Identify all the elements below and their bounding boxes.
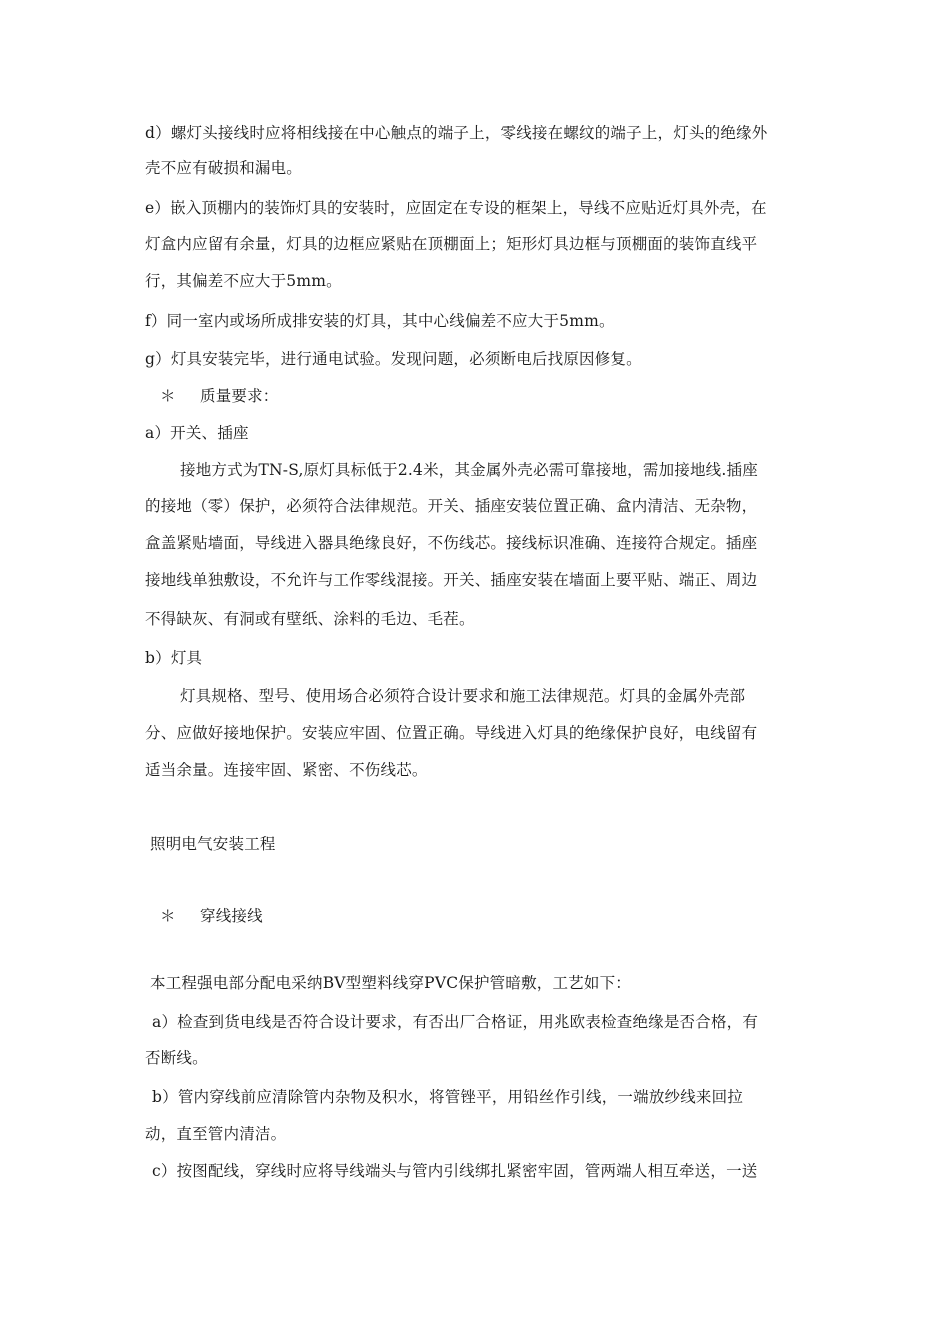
- section-title: 质量要求：: [200, 387, 279, 405]
- section-heading: 照明电气安装工程: [150, 835, 276, 853]
- paragraph-line: 盒盖紧贴墙面，导线进入器具绝缘良好，不伤线芯。接线标识准确、连接符合规定。插座: [145, 534, 758, 552]
- paragraph-line: 分、应做好接地保护。安装应牢固、位置正确。导线进入灯具的绝缘保护良好，电线留有: [145, 724, 758, 742]
- text-line: 壳不应有破损和漏电。: [145, 159, 303, 177]
- text-line: 灯盒内应留有余量，灯具的边框应紧贴在顶棚面上；矩形灯具边框与顶棚面的装饰直线平: [145, 235, 758, 253]
- text-line: 行，其偏差不应大于5mm。: [145, 272, 342, 290]
- text-line: a）检查到货电线是否符合设计要求，有否出厂合格证，用兆欧表检查绝缘是否合格，有: [152, 1013, 759, 1031]
- paragraph-line: 接地线单独敷设，不允许与工作零线混接。开关、插座安装在墙面上要平贴、端正、周边: [145, 571, 758, 589]
- text-line: b）管内穿线前应清除管内杂物及积水，将管锉平，用铅丝作引线，一端放纱线来回拉: [152, 1088, 744, 1106]
- paragraph-line: 接地方式为TN-S,原灯具标低于2.4米，其金属外壳必需可靠接地，需加接地线.插座: [180, 461, 758, 479]
- text-line: f）同一室内或场所成排安装的灯具，其中心线偏差不应大于5mm。: [145, 312, 615, 330]
- paragraph-line: 适当余量。连接牢固、紧密、不伤线芯。: [145, 761, 428, 779]
- subsection-title: a）开关、插座: [145, 424, 249, 442]
- section-bullet: [160, 906, 840, 926]
- section-bullet: [160, 386, 840, 406]
- paragraph-line: 本工程强电部分配电采纳BV型塑料线穿PVC保护管暗敷，工艺如下：: [150, 974, 631, 992]
- text-line: 动，直至管内清洁。: [145, 1125, 287, 1143]
- text-line: e）嵌入顶棚内的装饰灯具的安装时，应固定在专设的框架上，导线不应贴近灯具外壳，在: [145, 199, 767, 217]
- bullet-icon: ＊: [160, 387, 176, 405]
- text-line: c）按图配线，穿线时应将导线端头与管内引线绑扎紧密牢固，管两端人相互牵送，一送: [152, 1162, 758, 1180]
- paragraph-line: 灯具规格、型号、使用场合必须符合设计要求和施工法律规范。灯具的金属外壳部: [180, 687, 746, 705]
- section-title: 穿线接线: [200, 907, 263, 925]
- paragraph-line: 不得缺灰、有洞或有壁纸、涂料的毛边、毛茬。: [145, 610, 475, 628]
- bullet-icon: ＊: [160, 907, 176, 925]
- subsection-title: b）灯具: [145, 649, 203, 667]
- text-line: 否断线。: [145, 1049, 208, 1067]
- text-line: g）灯具安装完毕，进行通电试验。发现问题，必须断电后找原因修复。: [145, 350, 642, 368]
- text-line: d）螺灯头接线时应将相线接在中心触点的端子上，零线接在螺纹的端子上，灯头的绝缘外: [145, 124, 768, 142]
- paragraph-line: 的接地（零）保护，必须符合法律规范。开关、插座安装位置正确、盒内清洁、无杂物，: [145, 497, 758, 515]
